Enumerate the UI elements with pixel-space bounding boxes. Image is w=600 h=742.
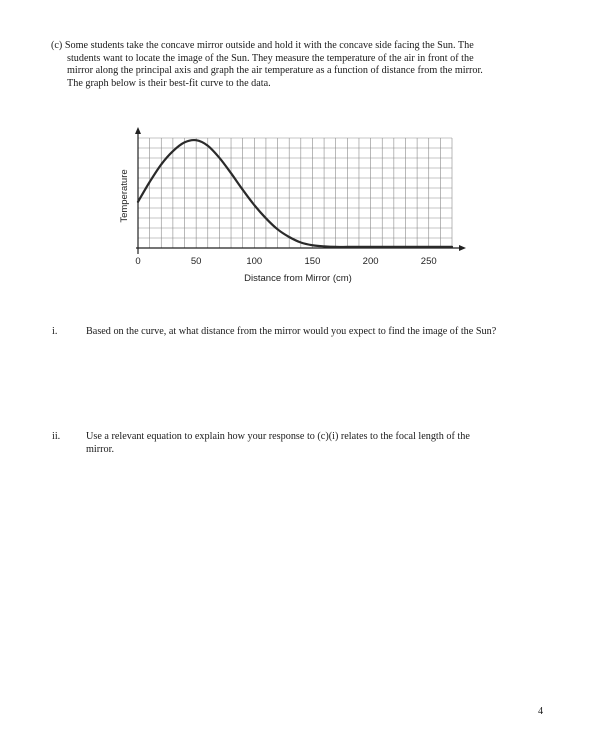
- x-tick-label: 200: [362, 256, 379, 267]
- y-axis-arrow: [135, 127, 141, 134]
- question-c-intro: [51, 40, 551, 90]
- x-axis-arrow: [459, 245, 466, 251]
- x-tick-label: 0: [135, 256, 141, 267]
- intro-line: mirror along the principal axis and graph the air temperature as a function of distance from the mirror.: [67, 65, 483, 77]
- question-ii-line: Use a relevant equation to explain how your response to (c)(i) relates to the focal length of the: [86, 431, 470, 442]
- intro-line: The graph below is their best-fit curve to the data.: [67, 77, 271, 89]
- x-axis-label: Distance from Mirror (cm): [244, 273, 352, 284]
- question-ii-number: ii.: [52, 431, 61, 442]
- x-tick-label: 100: [246, 256, 263, 267]
- y-axis-label: Temperature: [119, 169, 130, 223]
- grid: [138, 138, 452, 248]
- graph-svg: [112, 126, 472, 296]
- x-tick-label: 150: [304, 256, 321, 267]
- x-tick-labels: [135, 256, 436, 267]
- page-number: 4: [538, 706, 544, 717]
- temperature-distance-graph: [112, 126, 472, 296]
- question-ii-text: [86, 431, 556, 456]
- question-i-text: Based on the curve, at what distance from the mirror would you expect to find the image of the Sun?: [86, 326, 497, 337]
- question-i-number: i.: [52, 326, 58, 337]
- x-tick-label: 250: [420, 256, 437, 267]
- best-fit-curve: [138, 140, 452, 247]
- intro-line: students want to locate the image of the Sun. They measure the temperature of the air in front of the: [67, 52, 474, 64]
- question-ii-line: mirror.: [86, 443, 115, 455]
- x-tick-label: 50: [190, 256, 202, 267]
- intro-line: (c) Some students take the concave mirror outside and hold it with the concave side facing the Sun. The: [51, 40, 474, 51]
